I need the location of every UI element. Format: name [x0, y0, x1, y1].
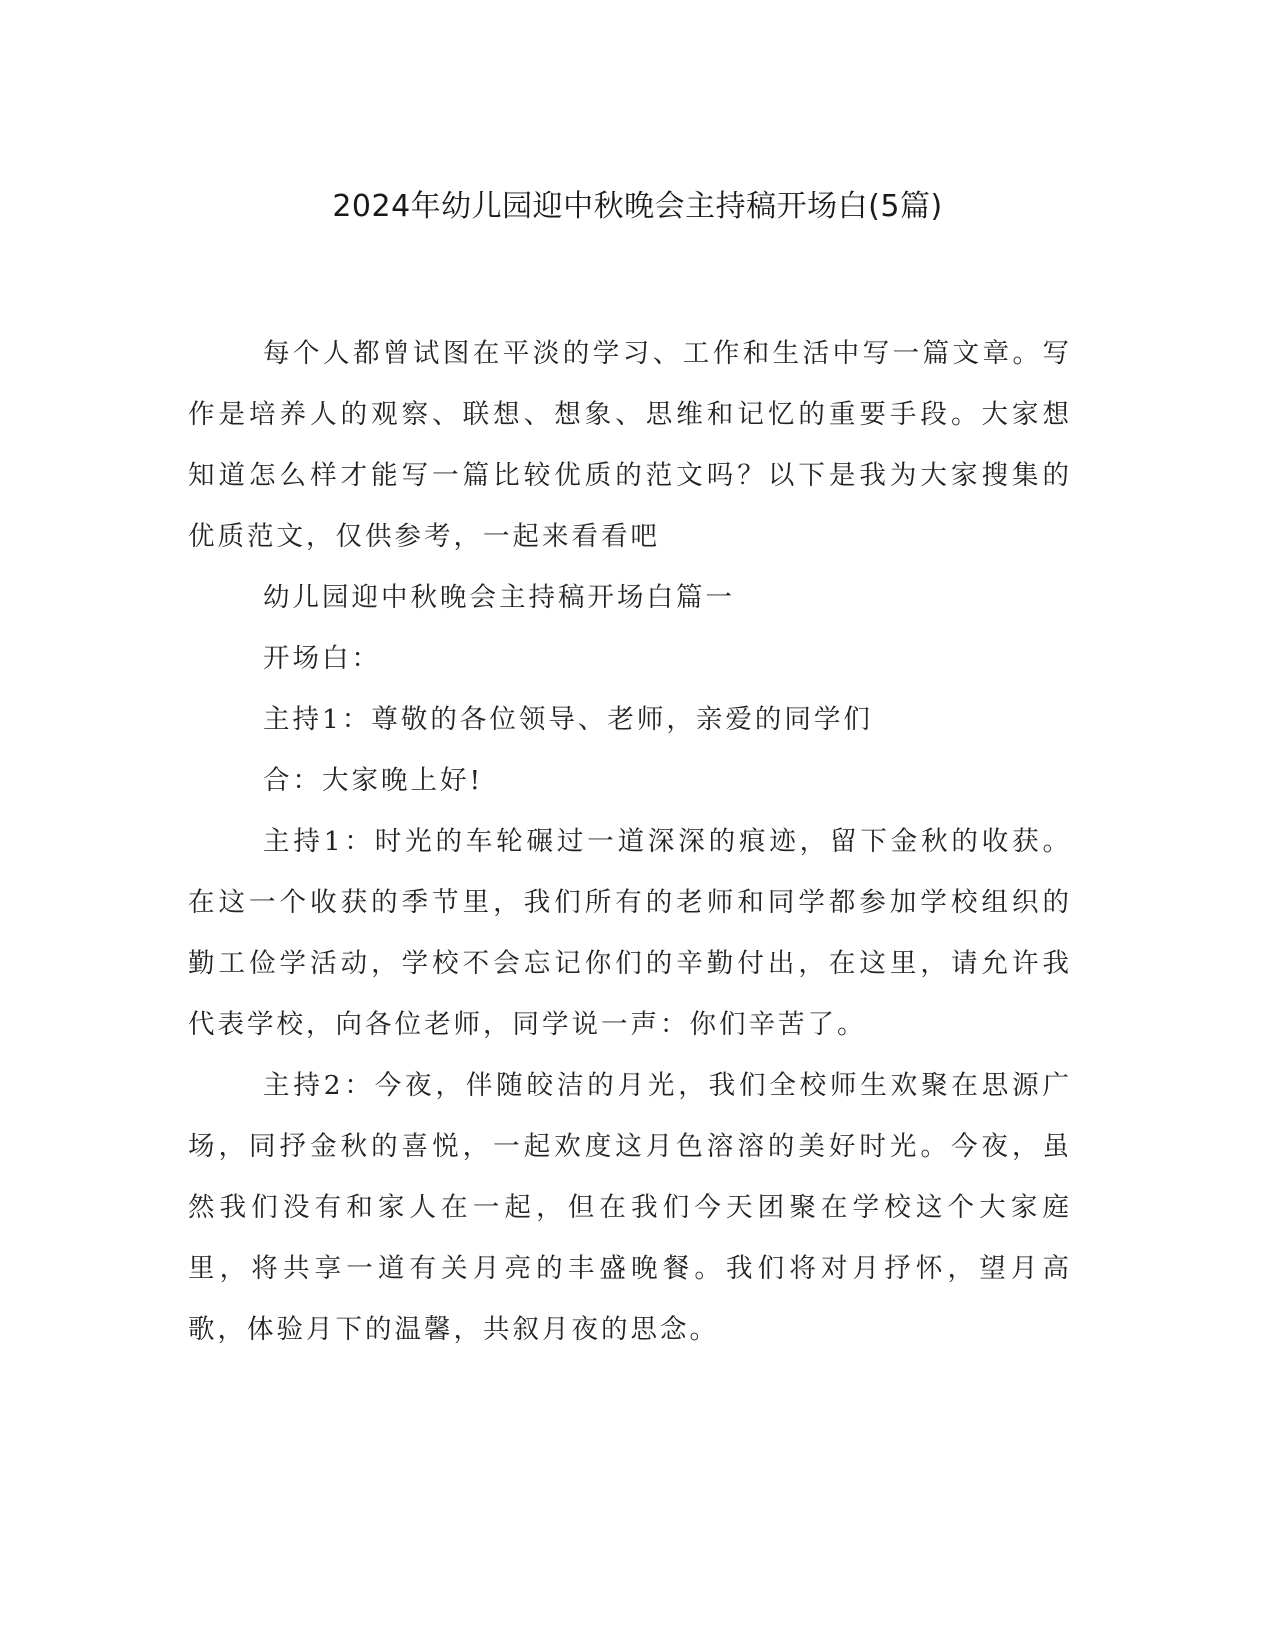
host2-paragraph: 主持2：今夜，伴随皎洁的月光，我们全校师生欢聚在思源广场，同抒金秋的喜悦，一起欢度这月色溶溶的美好时光。今夜，虽然我们没有和家人在一起，但在我们今天团聚在学校这个大家庭里，将共享一道有关月亮的丰盛晚餐。我们将对月抒怀，望月高歌，体验月下的温馨，共叙月夜的思念。 — [188, 1070, 1072, 1345]
host1-greeting-line: 主持1：尊敬的各位领导、老师，亲爱的同学们 — [263, 704, 873, 735]
intro-paragraph: 每个人都曾试图在平淡的学习、工作和生活中写一篇文章。写作是培养人的观察、联想、想象、思维和记忆的重要手段。大家想知道怎么样才能写一篇比较优质的范文吗？以下是我为大家搜集的优质范文，仅供参考，一起来看看吧 — [188, 338, 1072, 552]
host1-paragraph: 主持1：时光的车轮碾过一道深深的痕迹，留下金秋的收获。在这一个收获的季节里，我们所有的老师和同学都参加学校组织的勤工俭学活动，学校不会忘记你们的辛勤付出，在这里，请允许我代表学校，向各位老师，同学说一声：你们辛苦了。 — [188, 826, 1072, 1040]
section-heading: 幼儿园迎中秋晚会主持稿开场白篇一 — [263, 582, 735, 613]
together-line: 合：大家晚上好! — [263, 765, 484, 796]
document-title: 2024年幼儿园迎中秋晚会主持稿开场白(5篇) — [332, 189, 943, 224]
document-body — [188, 323, 1072, 1360]
opening-label: 开场白： — [263, 643, 381, 674]
